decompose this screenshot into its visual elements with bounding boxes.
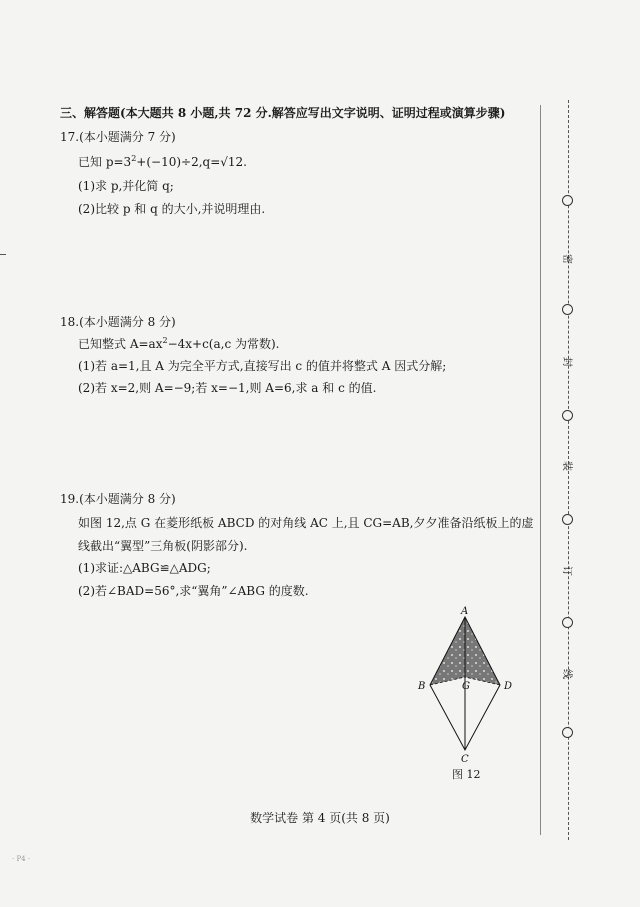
binding-hole — [562, 410, 573, 421]
q19-part2: (2)若∠BAD=56°,求“翼角”∠ABG 的度数. — [78, 584, 309, 598]
binding-char-3: 装 — [561, 461, 572, 471]
section-header: 三、解答题(本大题共 8 小题,共 72 分.解答应写出文字说明、证明过程或演算步骤) — [60, 106, 506, 120]
label-c: C — [461, 754, 469, 765]
q19-part1: (1)求证:△ABG≌△ADG; — [78, 561, 211, 575]
q17-given: 已知 $p=3^2+(-10)\div 2,q=√12$. — [78, 154, 247, 169]
page-footer: 数学试卷 第 4 页(共 8 页) — [250, 811, 390, 825]
q19-line2: 线截出“翼型”三角板(阴影部分). — [78, 539, 248, 553]
q17-title: 17.(本小题满分 7 分) — [60, 130, 176, 144]
q18-title: 18.(本小题满分 8 分) — [60, 315, 176, 329]
q18-given: 已知整式 $A=ax^2-4x+c(a,c$ 为常数). — [78, 336, 280, 351]
binding-char-5: 线 — [561, 669, 572, 679]
binding-hole — [562, 727, 573, 738]
q19-title: 19.(本小题满分 8 分) — [60, 492, 176, 506]
q19-line1: 如图 12,点 G 在菱形纸板 ABCD 的对角线 AC 上,且 CG=AB,夕夕准备沿纸板上的虚 — [78, 516, 534, 530]
binding-char-2: 封 — [561, 357, 572, 367]
label-b: B — [418, 681, 426, 692]
scan-artifact: · P4 · — [12, 855, 31, 863]
q18-part1: (1)若 a=1,且 A 为完全平方式,直接写出 c 的值并将整式 A 因式分解; — [78, 359, 447, 373]
margin-rule — [540, 105, 541, 835]
binding-char-1: 密 — [561, 254, 572, 264]
figure-caption: 图 12 — [452, 768, 481, 781]
q17-part2: (2)比较 p 和 q 的大小,并说明理由. — [78, 202, 266, 216]
q18-part2: (2)若 x=2,则 A=−9;若 x=−1,则 A=6,求 a 和 c 的值. — [78, 381, 377, 395]
binding-char-4: 订 — [561, 566, 572, 576]
binding-hole — [562, 304, 573, 315]
binding-hole — [562, 195, 573, 206]
binding-hole — [562, 617, 573, 628]
label-g: G — [462, 681, 470, 692]
binding-hole — [562, 514, 573, 525]
q17-part1: (1)求 p,并化简 q; — [78, 179, 174, 193]
rhombus-figure — [410, 605, 520, 765]
label-d: D — [504, 681, 513, 692]
scan-mark — [0, 254, 6, 255]
label-a: A — [461, 606, 469, 617]
